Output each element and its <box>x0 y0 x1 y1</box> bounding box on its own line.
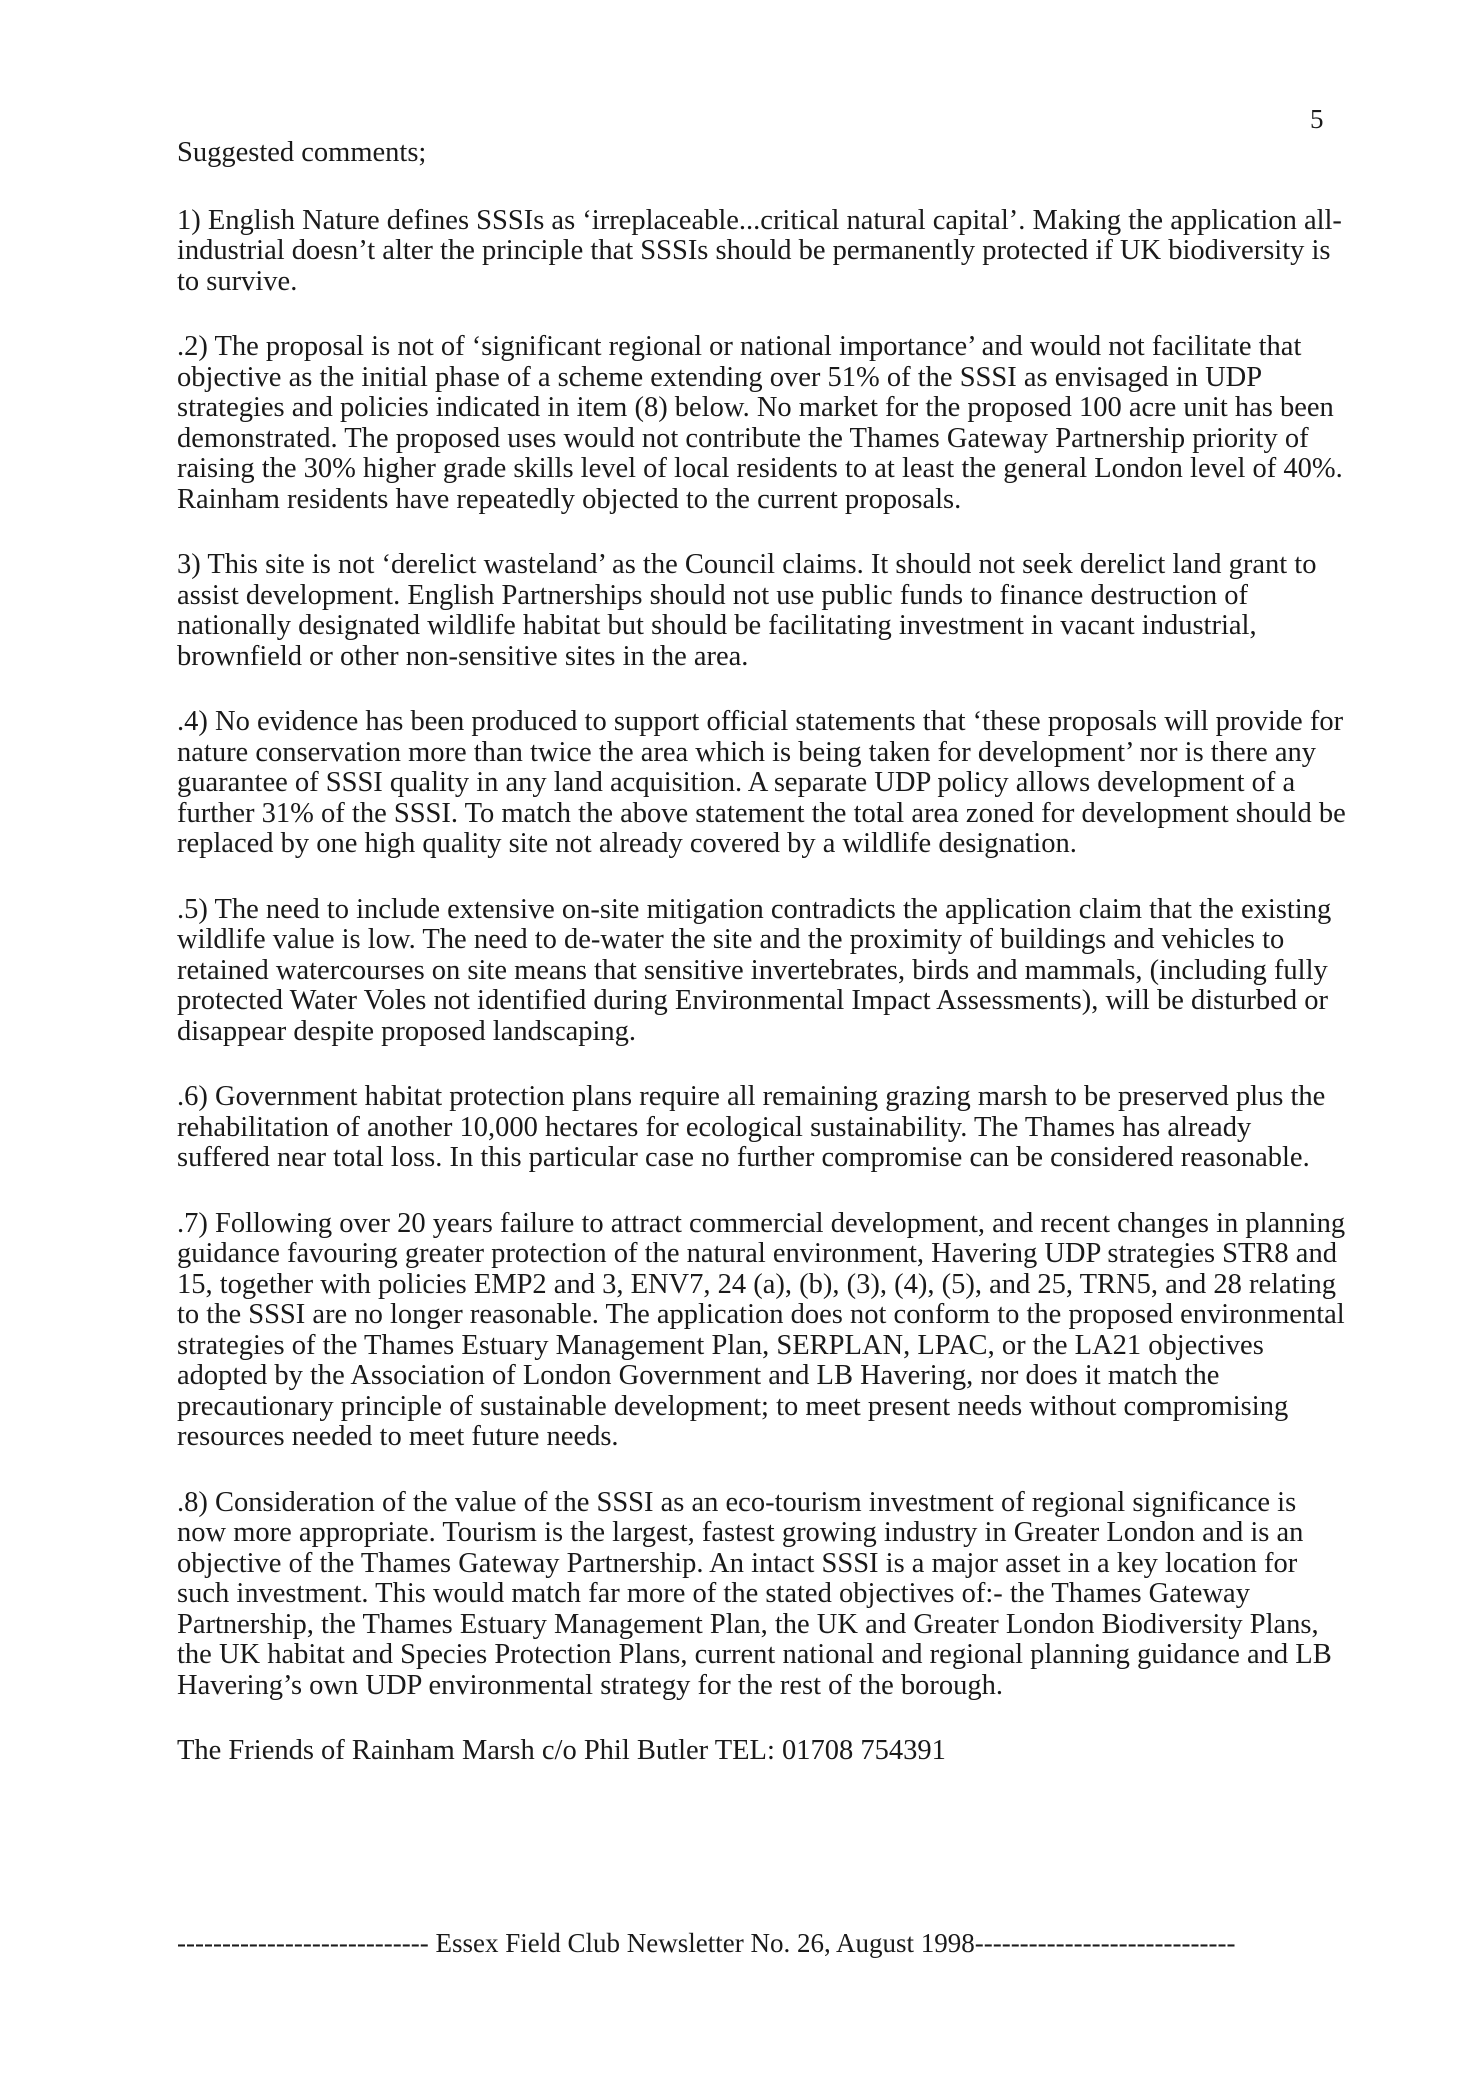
document-body <box>177 138 1347 1802</box>
comment-paragraph-2: .2) The proposal is not of ‘significant regional or national importance’ and would not facilitate that objective as the initial phase of a scheme extending over 51% of the SSSI as envisaged in UDP strategies and policies indicated in item (8) below. No market for the proposed 100 acre unit has been demonstrated. The proposed uses would not contribute the Thames Gateway Partnership priority of raising the 30% higher grade skills level of local residents to at least the general London level of 40%. Rainham residents have repeatedly objected to the current proposals. <box>177 331 1343 515</box>
comment-paragraph-6: .6) Government habitat protection plans require all remaining grazing marsh to be preserved plus the rehabilitation of another 10,000 hectares for ecological sustainability. The Thames has already suffered near total loss. In this particular case no further compromise can be considered reasonable. <box>177 1081 1326 1173</box>
newsletter-footer: ---------------------------- Essex Field Club Newsletter No. 26, August 1998----------------------------- <box>177 1928 1236 1958</box>
comment-paragraph-1: 1) English Nature defines SSSIs as ‘irreplaceable...critical natural capital’. Making the application all-industrial doesn’t alter the principle that SSSIs should be permanently protected if UK biodiversity is to survive. <box>177 204 1342 297</box>
page-number: 5 <box>1310 104 1324 134</box>
section-heading: Suggested comments; <box>177 137 427 168</box>
comment-paragraph-8: .8) Consideration of the value of the SSSI as an eco-tourism investment of regional significance is now more appropriate. Tourism is the largest, fastest growing industry in Greater London and is an objective of the Thames Gateway Partnership. An intact SSSI is a major asset in a key location for such investment. This would match far more of the stated objectives of:- the Thames Gateway Partnership, the Thames Estuary Management Plan, the UK and Greater London Biodiversity Plans, the UK habitat and Species Protection Plans, current national and regional planning guidance and LB Havering’s own UDP environmental strategy for the rest of the borough. <box>177 1486 1332 1701</box>
comment-paragraph-3: 3) This site is not ‘derelict wasteland’ as the Council claims. It should not seek derelict land grant to assist development. English Partnerships should not use public funds to finance destruction of nationally designated wildlife habitat but should be facilitating investment in vacant industrial, brownfield or other non-sensitive sites in the area. <box>177 549 1317 672</box>
comment-paragraph-7: .7) Following over 20 years failure to attract commercial development, and recent changes in planning guidance favouring greater protection of the natural environment, Havering UDP strategies STR8 and 15, together with policies EMP2 and 3, ENV7, 24 (a), (b), (3), (4), (5), and 25, TRN5, and 28 relating to the SSSI are no longer reasonable. The application does not conform to the proposed environmental strategies of the Thames Estuary Management Plan, SERPLAN, LPAC, or the LA21 objectives adopted by the Association of London Government and LB Havering, nor does it match the precautionary principle of sustainable development; to meet present needs without compromising resources needed to meet future needs. <box>177 1207 1346 1452</box>
comment-paragraph-5: .5) The need to include extensive on-site mitigation contradicts the application claim that the existing wildlife value is low. The need to de-water the site and the proximity of buildings and vehicles to retained watercourses on site means that sensitive invertebrates, birds and mammals, (including fully protected Water Voles not identified during Environmental Impact Assessments), will be disturbed or disappear despite proposed landscaping. <box>177 893 1332 1047</box>
comment-paragraph-4: .4) No evidence has been produced to support official statements that ‘these proposals will provide for nature conservation more than twice the area which is being taken for development’ nor is there any guarantee of SSSI quality in any land acquisition. A separate UDP policy allows development of a further 31% of the SSSI. To match the above statement the total area zoned for development should be replaced by one high quality site not already covered by a wildlife designation. <box>177 706 1346 859</box>
contact-line: The Friends of Rainham Marsh c/o Phil Butler TEL: 01708 754391 <box>177 1735 946 1766</box>
